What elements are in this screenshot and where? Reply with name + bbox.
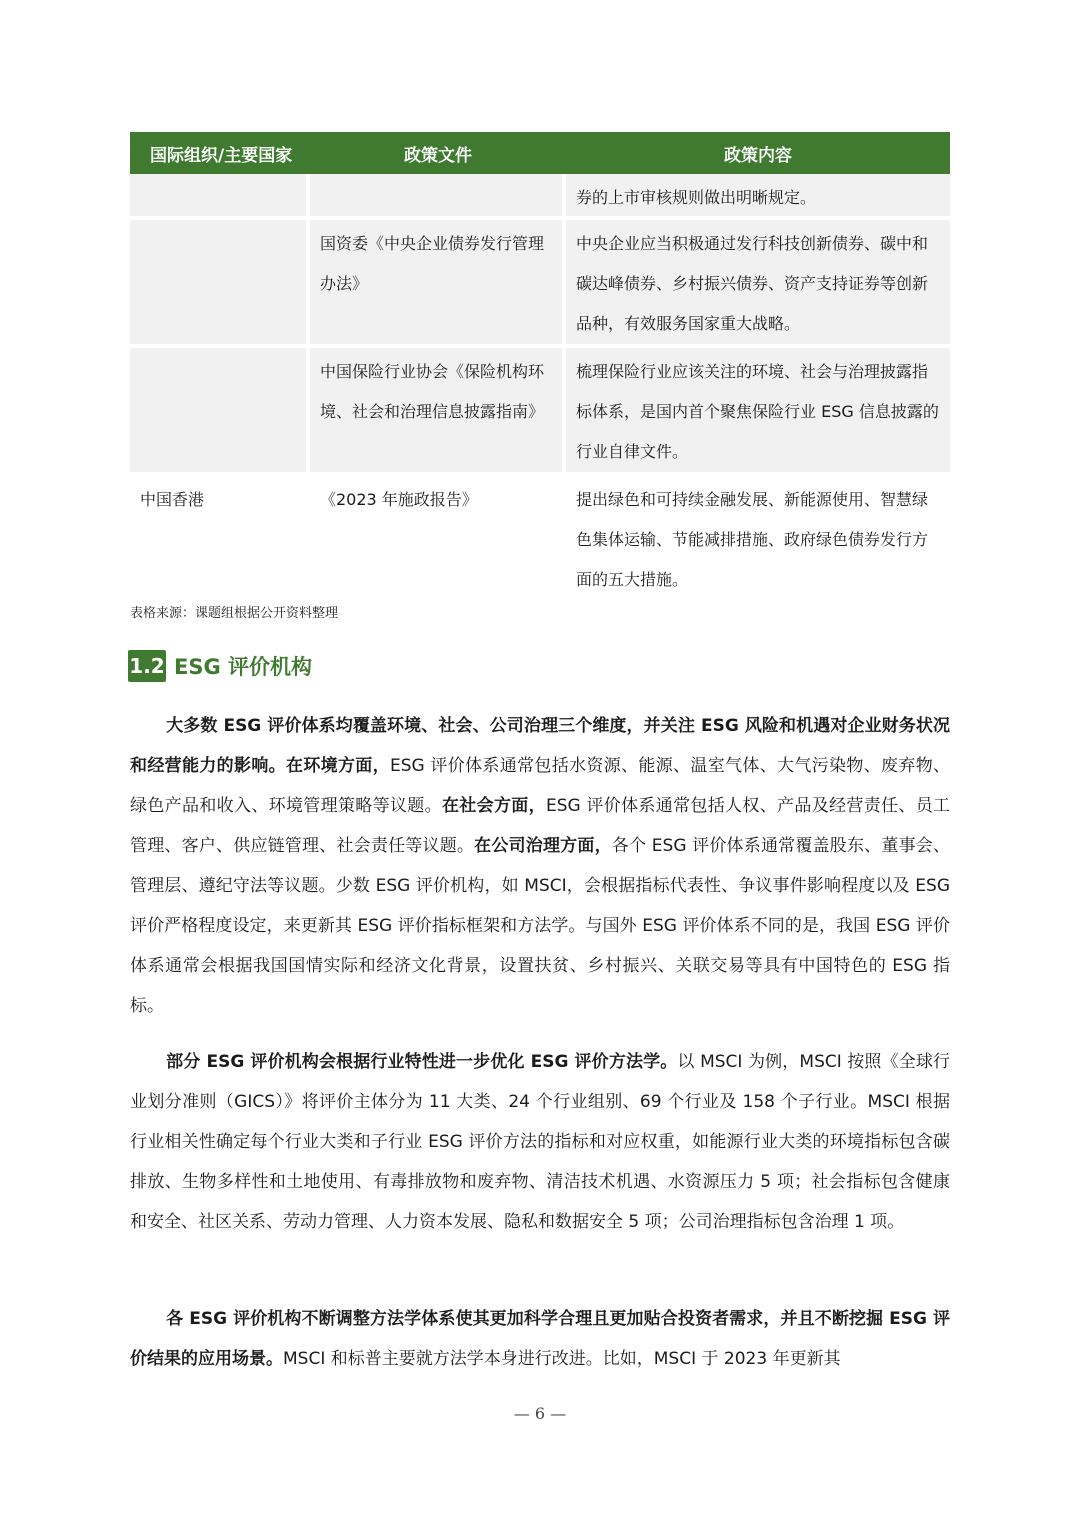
bold-lead: 大多数 ESG 评价体系均覆盖环境、社会、公司治理三个维度，并关注 ESG 风险和机遇对企业财务状况和经营能力的影响。 [130,716,950,776]
section-title: ESG 评价机构 [174,655,313,679]
header-org: 国际组织/主要国家 [150,145,293,166]
bold-lead: 部分 ESG 评价机构会根据行业特性进一步优化 ESG 评价方法学。 [166,1052,678,1072]
cell-org: 中国香港 [130,476,310,600]
body-text: MSCI 和标普主要就方法学本身进行改进。比如，MSCI 于 2023 年更新其 [283,1349,841,1369]
bold-lead: 各 ESG 评价机构不断调整方法学体系使其更加科学合理且更加贴合投资者需求，并且不断挖掘 ESG 评价结果的应用场景。 [130,1309,950,1369]
cell-content: 中央企业应当积极通过发行科技创新债券、碳中和碳达峰债券、乡村振兴债券、资产支持证券等创新品种，有效服务国家重大战略。 [566,220,950,344]
cell-content: 券的上市审核规则做出明晰规定。 [566,174,950,216]
cell-doc: 《2023 年施政报告》 [310,476,566,600]
table-row [130,174,950,220]
bold-phrase: 在社会方面， [441,796,546,816]
cell-doc: 中国保险行业协会《保险机构环境、社会和治理信息披露指南》 [310,348,566,472]
cell-org [130,220,310,344]
table-header [130,132,950,174]
bold-phrase: 在环境方面， [285,756,390,776]
page-number: — 6 — [513,1404,567,1423]
policy-table [130,132,950,600]
cell-content: 提出绿色和可持续金融发展、新能源使用、智慧绿色集体运输、节能减排措施、政府绿色债券发行方面的五大措施。 [576,490,929,589]
section-number: 1.2 [128,650,166,682]
body-text: ESG 评价体系通常包括人权、产品及经营责任、员工管理、客户、供应链管理、社会责任等议题。 [130,796,951,856]
cell-doc: 国资委《中央企业债券发行管理办法》 [310,220,566,344]
cell-content: 梳理保险行业应该关注的环境、社会与治理披露指标体系，是国内首个聚焦保险行业 ESG 信息披露的行业自律文件。 [566,348,950,472]
cell-org [130,348,310,472]
table-source-note: 表格来源：课题组根据公开资料整理 [130,606,339,621]
table-row [130,220,950,348]
section-heading [128,650,312,682]
cell-doc [310,174,566,216]
table-row [130,348,950,476]
paragraph [130,706,950,1026]
body-text: ESG 评价体系通常包括水资源、能源、温室气体、大气污染物、废弃物、绿色产品和收入、环境管理策略等议题。 [130,756,951,816]
paragraph [130,1042,950,1242]
bold-phrase: 在公司治理方面， [474,836,612,856]
header-content: 政策内容 [724,145,792,166]
table-row [130,476,950,600]
cell-org [130,174,310,216]
body-text: 各个 ESG 评价体系通常覆盖股东、董事会、管理层、遵纪守法等议题。少数 ESG 评价机构，如 MSCI，会根据指标代表性、争议事件影响程度以及 ESG 评价严格程度设定，来更新其 ESG 评价指标框架和方法学。与国外 ESG 评价体系不同的是，我国 ESG 评价体系通常会根据我国国情实际和经济文化背景，设置扶贫、乡村振兴、关联交易等具有中国特色的 ESG 指标。 [130,836,951,1016]
body-text: 以 MSCI 为例，MSCI 按照《全球行业划分准则（GICS）》将评价主体分为 11 大类、24 个行业组别、69 个行业及 158 个子行业。MSCI 根据行业相关性确定每个行业大类和子行业 ESG 评价方法的指标和对应权重，如能源行业大类的环境指标包含碳排放、生物多样性和土地使用、有毒排放物和废弃物、清洁技术机遇、水资源压力 5 项；社会指标包含健康和安全、社区关系、劳动力管理、人力资本发展、隐私和数据安全 5 项；公司治理指标包含治理 1 项。 [130,1052,950,1232]
paragraph [130,1299,950,1379]
header-doc: 政策文件 [404,145,472,166]
